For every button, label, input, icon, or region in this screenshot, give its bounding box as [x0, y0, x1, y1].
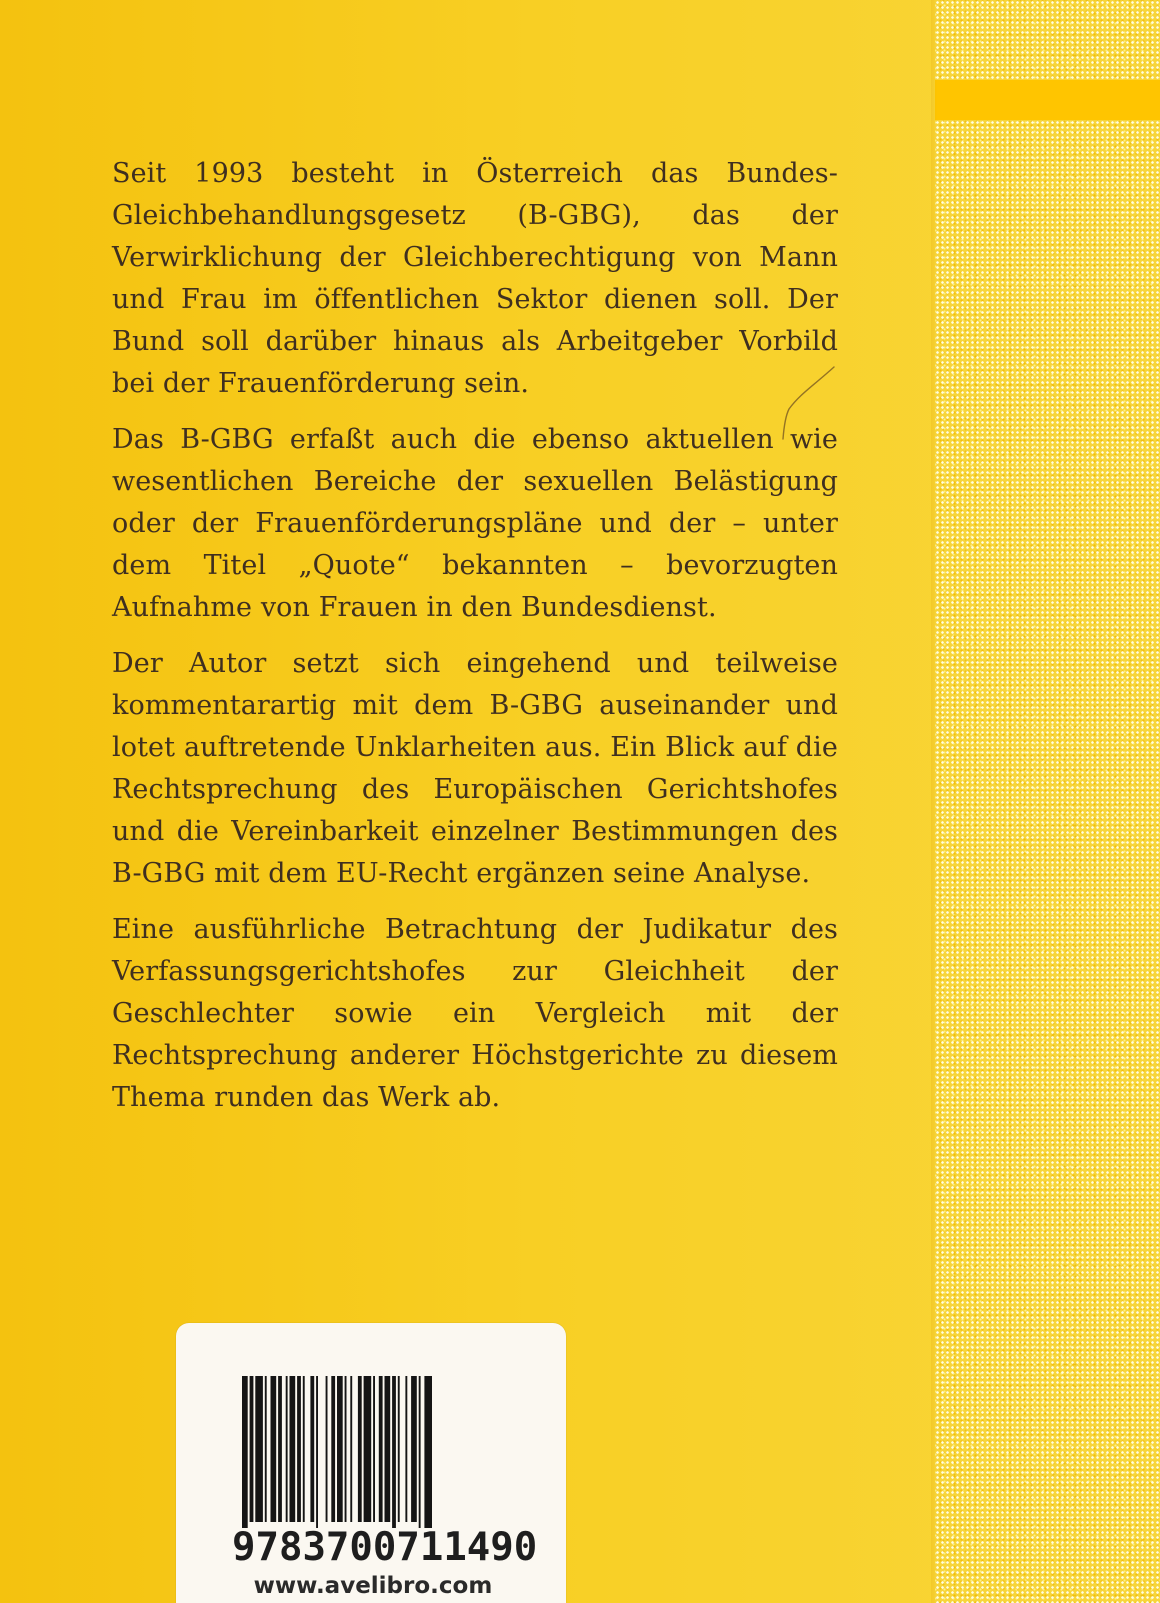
barcode-bar [385, 1376, 391, 1522]
barcode-bar [337, 1376, 343, 1522]
barcode-bar [297, 1376, 301, 1522]
barcode-bar [278, 1376, 282, 1522]
barcode-bar [316, 1376, 318, 1528]
speckled-spine-strip [935, 0, 1160, 1603]
spine-edge-shadow [931, 0, 937, 1603]
blurb-paragraph-1: Seit 1993 besteht in Österreich das Bundes-Gleichbehandlungsgesetz (B-GBG), das der Verwirklichung der Gleichberechtigung von Mann und Frau im öffentlichen Sektor dienen soll. Der Bund soll darüber hinaus als Arbeitgeber Vorbild bei der Frauenförderung sein. [112, 158, 838, 399]
barcode-bar [419, 1376, 421, 1528]
barcode-bar [290, 1376, 296, 1522]
barcode-icon [238, 1376, 510, 1528]
barcode-bar [271, 1376, 277, 1522]
barcode-bar [379, 1376, 383, 1522]
blurb-paragraph-2: Das B-GBG erfaßt auch die ebenso aktuellen wie wesentlichen Bereiche der sexuellen Belästigung oder der Frauenförderungspläne und der – unter dem Titel „Quote“ bekannten – bevorzugten Aufnahme von Frauen in den Bundesdienst. [112, 424, 838, 623]
barcode-bar [326, 1376, 328, 1522]
barcode-bar [405, 1376, 407, 1522]
barcode-bar [411, 1376, 417, 1522]
barcode-bar [331, 1376, 335, 1522]
publisher-website: www.avelibro.com [253, 1573, 493, 1599]
barcode-bar [398, 1376, 400, 1522]
barcode-bar [345, 1376, 347, 1522]
spine-accent-band [935, 80, 1160, 120]
blurb-paragraph-4: Eine ausführliche Betrachtung der Judikatur des Verfassungsgerichtshofes zur Gleichheit der Geschlechter sowie ein Vergleich mit der Rechtsprechung anderer Höchstgerichte zu diesem Thema runden das Werk ab. [112, 914, 838, 1113]
barcode-bar [358, 1376, 362, 1522]
barcode-bar [373, 1376, 375, 1522]
isbn-number: 9783700711490 [232, 1525, 538, 1570]
barcode-bar [303, 1376, 305, 1522]
barcode-bar [424, 1376, 432, 1528]
barcode-bar [286, 1376, 288, 1522]
barcode-bar [392, 1376, 396, 1528]
barcode-bar [364, 1376, 372, 1522]
barcode-bar [242, 1376, 248, 1528]
blurb-paragraph-3: Der Autor setzt sich eingehend und teilweise kommentarartig mit dem B-GBG auseinander und lotet auftretende Unklarheiten aus. Ein Blick auf die Rechtsprechung des Europäischen Gerichtshofes und die Vereinbarkeit einzelner Bestimmungen des B-GBG mit dem EU-Recht ergänzen seine Analyse. [112, 648, 838, 889]
barcode-bar [265, 1376, 267, 1522]
barcode-bar [255, 1376, 263, 1522]
barcode-bar [250, 1376, 254, 1522]
barcode-bar [350, 1376, 352, 1522]
barcode-bar [310, 1376, 314, 1522]
isbn-barcode-sticker [176, 1323, 566, 1603]
cover-blurb [112, 153, 838, 1133]
